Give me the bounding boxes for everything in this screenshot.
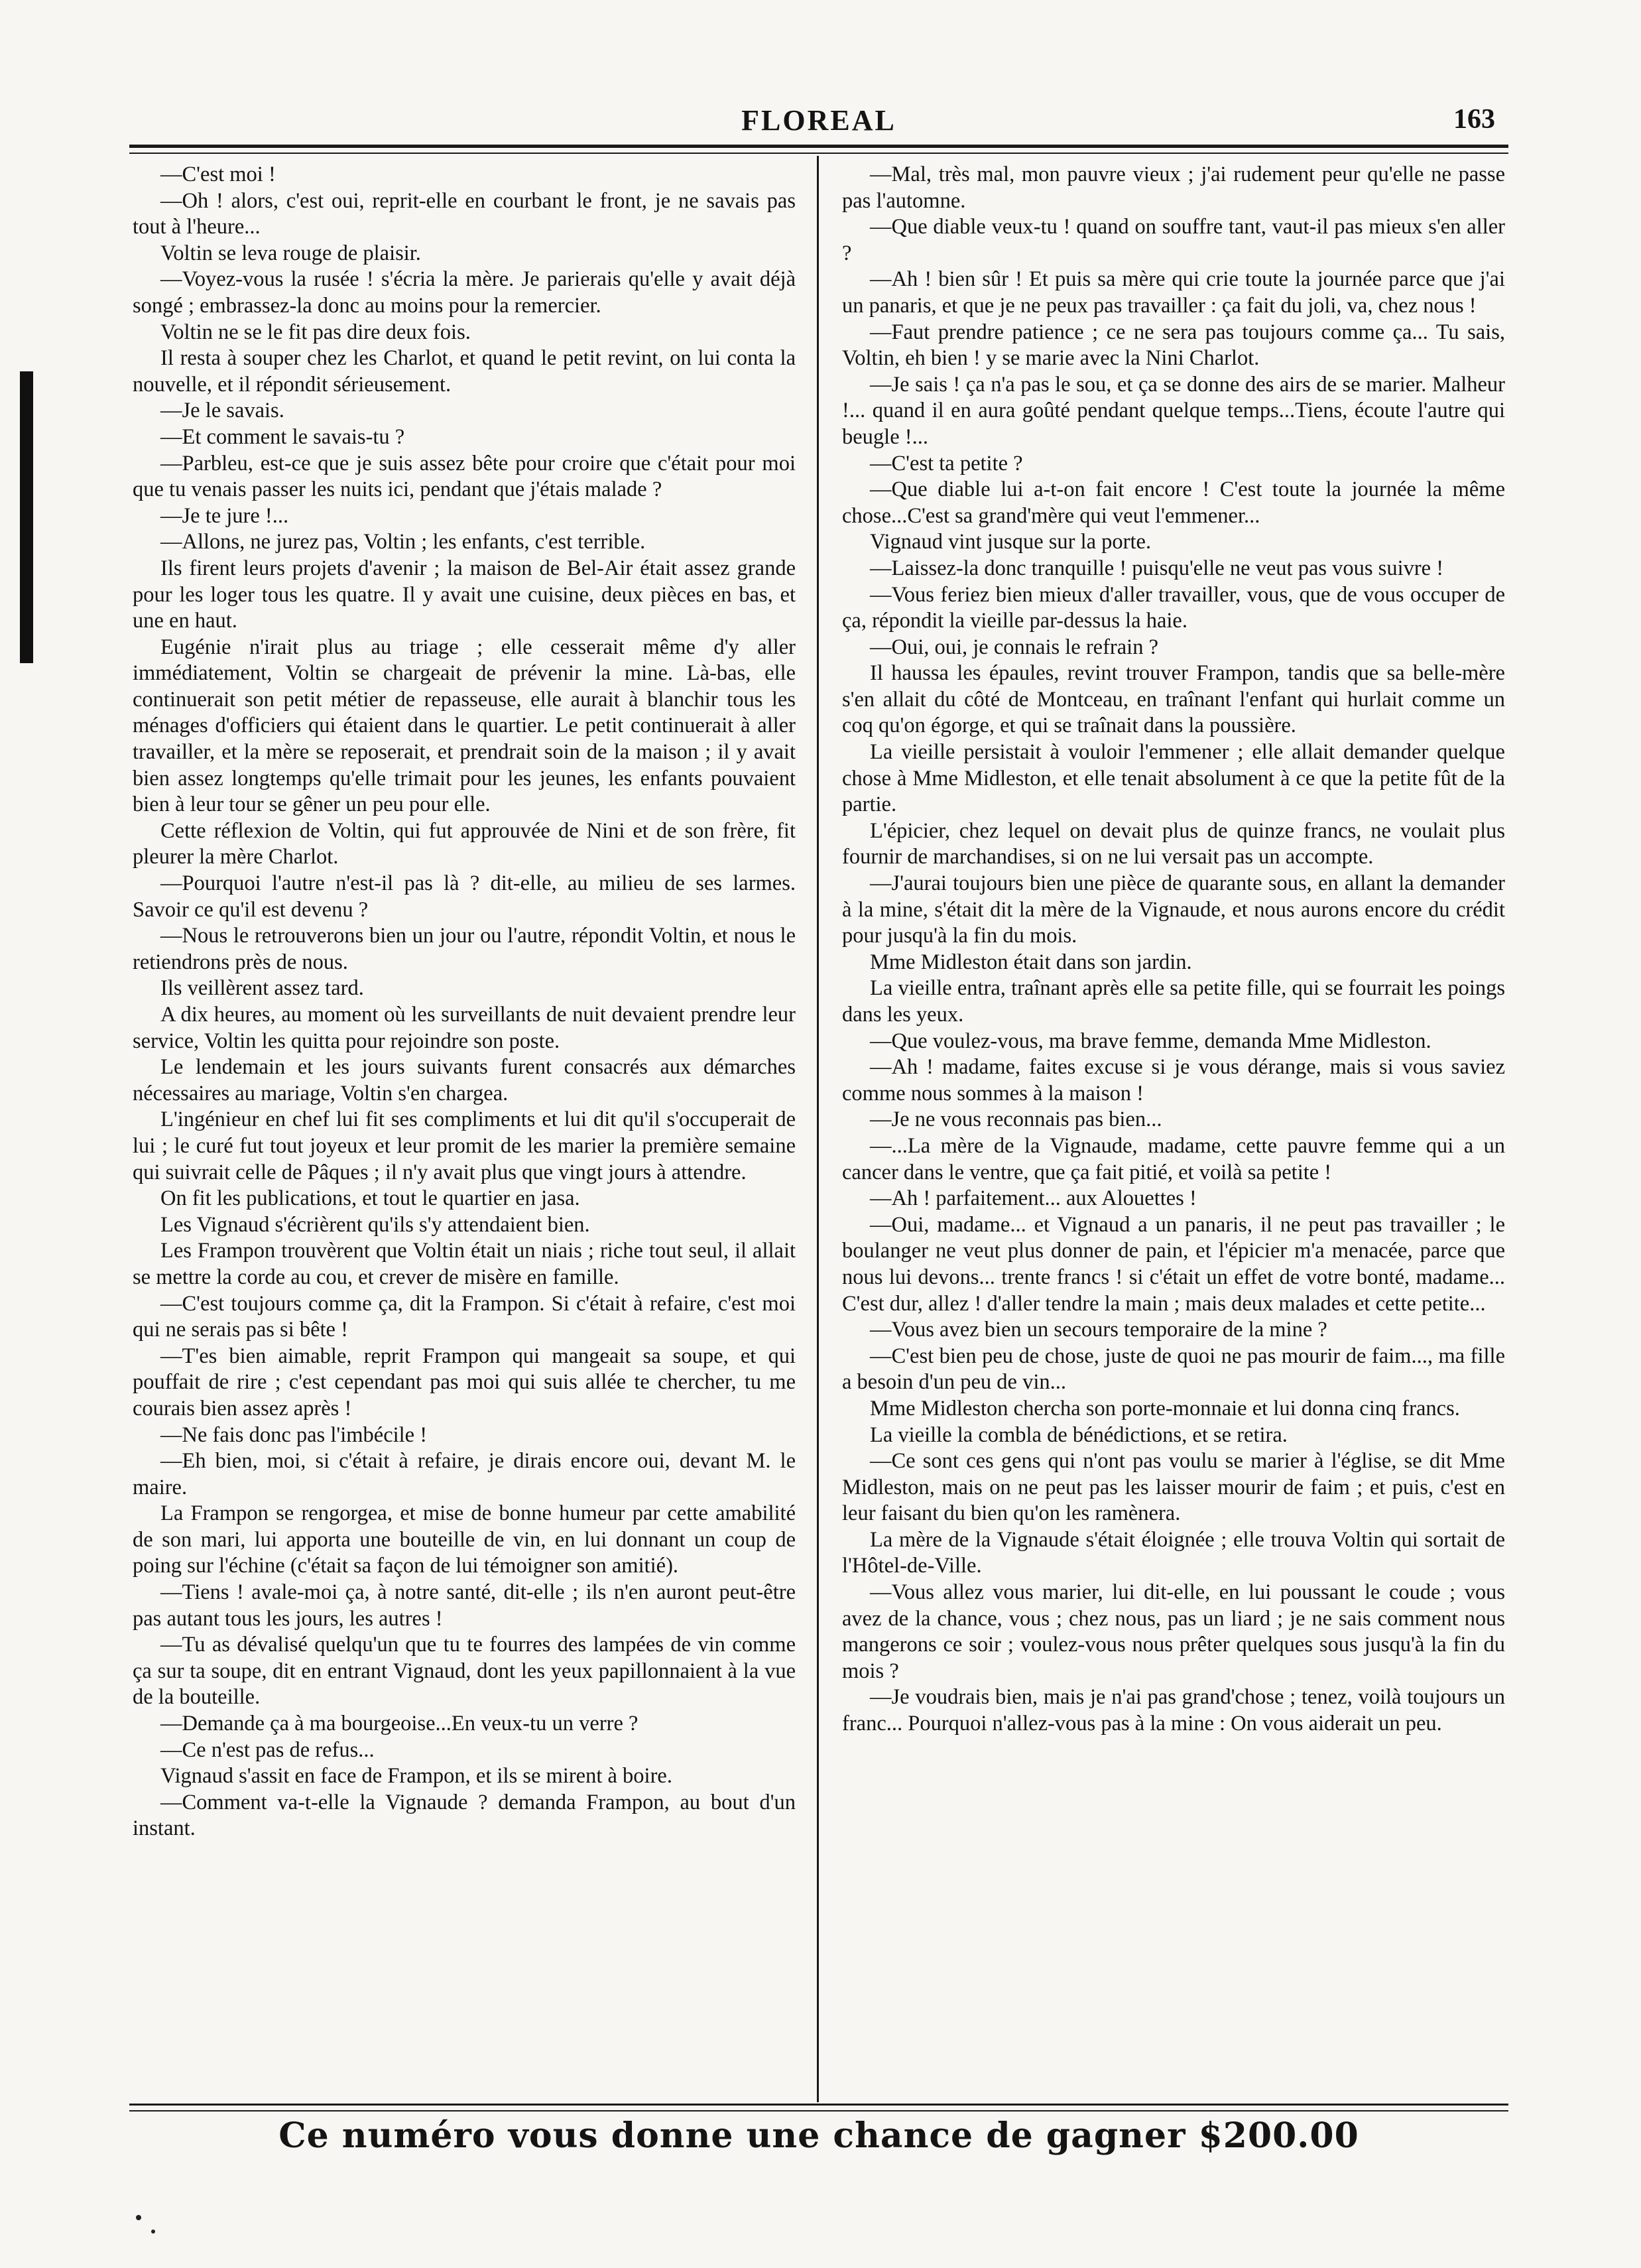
paragraph: —Faut prendre patience ; ce ne sera pas toujours comme ça... Tu sais, Voltin, eh bien ! y se marie avec la Nini Charlot. [842,320,1505,371]
paragraph: —Ah ! bien sûr ! Et puis sa mère qui crie toute la journée parce que j'ai un panaris, et que je ne peux pas travailler : ça fait du joli, va, chez nous ! [842,267,1505,318]
paragraph: —Vous avez bien un secours temporaire de la mine ? [870,1318,1327,1342]
paragraph: —Mal, très mal, mon pauvre vieux ; j'ai rudement peur qu'elle ne passe pas l'automne. [842,162,1505,213]
paragraph: Vignaud vint jusque sur la porte. [870,530,1152,554]
paragraph: —Oui, madame... et Vignaud a un panaris, il ne peut pas travailler ; le boulanger ne veut plus donner de pain, et l'épicier m'a menacée, parce que nous lui devons... trente francs ! si c'était un effet de votre bonté, madame... C'est dur, allez ! d'aller tendre la main ; mais deux malades et cette petite... [842,1212,1505,1316]
ink-speck [136,2215,141,2220]
paragraph: A dix heures, au moment où les surveillants de nuit devaient prendre leur service, Voltin les quitta pour rejoindre son poste. [133,1003,796,1053]
paragraph: Mme Midleston était dans son jardin. [870,950,1192,974]
paragraph: La Frampon se rengorgea, et mise de bonne humeur par cette amabilité de son mari, lui apporta une bouteille de vin, en lui donnant un coup de poing sur l'échine (c'était sa façon de lui témoigner son amitié). [133,1501,796,1578]
paragraph: Ils firent leurs projets d'avenir ; la maison de Bel-Air était assez grande pour les loger tous les quatre. Il y avait une cuisine, deux pièces en bas, et une en haut. [133,556,796,633]
journal-title: FLOREAL [741,104,896,137]
paragraph: —Je le savais. [160,399,284,423]
paragraph: —Comment va-t-elle la Vignaude ? demanda Frampon, au bout d'un instant. [133,1790,796,1841]
margin-ink-mark [20,371,33,663]
paragraph: Les Frampon trouvèrent que Voltin était un niais ; riche tout seul, il allait se mettre la corde au cou, et crever de misère en famille. [133,1239,796,1289]
right-column [842,162,1505,2098]
paragraph: —Allons, ne jurez pas, Voltin ; les enfants, c'est terrible. [160,530,646,554]
footer-rule-thick [129,2104,1508,2106]
paragraph: —Je te jure !... [160,503,289,528]
ink-speck [151,2230,155,2234]
paragraph: —Que voulez-vous, ma brave femme, demanda Mme Midleston. [870,1029,1431,1053]
paragraph: —C'est bien peu de chose, juste de quoi ne pas mourir de faim..., ma fille a besoin d'un peu de vin... [842,1344,1505,1395]
paragraph: L'épicier, chez lequel on devait plus de quinze francs, ne voulait plus fournir de marchandises, si on ne lui versait pas un accompte. [842,818,1505,869]
paragraph: Les Vignaud s'écrièrent qu'ils s'y attendaient bien. [160,1212,590,1237]
paragraph: —Ah ! parfaitement... aux Alouettes ! [870,1186,1197,1211]
paragraph: Vignaud s'assit en face de Frampon, et ils se mirent à boire. [160,1764,672,1789]
paragraph: —Que diable veux-tu ! quand on souffre tant, vaut-il pas mieux s'en aller ? [842,215,1505,265]
paragraph: La mère de la Vignaude s'était éloignée ; elle trouva Voltin qui sortait de l'Hôtel-de-Ville. [842,1527,1505,1578]
paragraph: Eugénie n'irait plus au triage ; elle cesserait même d'y aller immédiatement, Voltin se chargeait de prévenir la mine. Là-bas, elle continuerait son petit métier de repasseuse, elle aurait à blanchir tous les ménages d'officiers qui étaient dans le quartier. Le petit continuerait à aller travailler, et la mère se reposerait, et prendrait soin de la maison ; il y avait bien assez longtemps qu'elle trimait pour les jeunes, les enfants pouvaient bien à leur tour se gêner un peu pour elle. [133,635,796,817]
paragraph: —Nous le retrouverons bien un jour ou l'autre, répondit Voltin, et nous le retiendrons près de nous. [133,924,796,974]
paragraph: —Ce sont ces gens qui n'ont pas voulu se marier à l'église, se dit Mme Midleston, mais on ne peut pas les laisser mourir de faim ; et puis, c'est en leur faisant du bien qu'on les ramènera. [842,1449,1505,1526]
paragraph: —Ce n'est pas de refus... [160,1737,375,1762]
paragraph: —C'est ta petite ? [870,451,1023,475]
paragraph: —Je voudrais bien, mais je n'ai pas grand'chose ; tenez, voilà toujours un franc... Pourquoi n'allez-vous pas à la mine : On vous aiderait un peu. [842,1685,1505,1736]
paragraph: La vieille persistait à vouloir l'emmener ; elle allait demander quelque chose à Mme Midleston, et elle tenait absolument à ce que la petite fût de la partie. [842,740,1505,817]
paragraph: —...La mère de la Vignaude, madame, cette pauvre femme qui a un cancer dans le ventre, que ça fait pitié, et voilà sa petite ! [842,1133,1505,1184]
paragraph: —Tiens ! avale-moi ça, à notre santé, dit-elle ; ils n'en auront peut-être pas autant tous les jours, les autres ! [133,1580,796,1631]
paragraph: —C'est toujours comme ça, dit la Frampon. Si c'était à refaire, c'est moi qui ne serais pas si bête ! [133,1291,796,1342]
paragraph: —Que diable lui a-t-on fait encore ! C'est toute la journée la même chose...C'est sa grand'mère qui veut l'emmener... [842,477,1505,528]
paragraph: —Oh ! alors, c'est oui, reprit-elle en courbant le front, je ne savais pas tout à l'heure... [133,188,796,239]
page-header [129,99,1508,146]
paragraph: —Demande ça à ma bourgeoise...En veux-tu un verre ? [160,1712,638,1736]
paragraph: Le lendemain et les jours suivants furent consacrés aux démarches nécessaires au mariage, Voltin s'en chargea. [133,1055,796,1105]
page-number: 163 [1453,104,1495,135]
paragraph: Il haussa les épaules, revint trouver Frampon, tandis que sa belle-mère s'en allait du côté de Montceau, en traînant l'enfant qui hurlait comme un coq qu'on égorge, et qui se traînait dans la poussière. [842,661,1505,738]
paragraph: —Ne fais donc pas l'imbécile ! [160,1422,428,1447]
footer-notice: Ce numéro vous donne une chance de gagner $200.00 [278,2115,1359,2156]
paragraph: Cette réflexion de Voltin, qui fut approuvée de Nini et de son frère, fit pleurer la mère Charlot. [133,818,796,869]
paragraph: —Pourquoi l'autre n'est-il pas là ? dit-elle, au milieu de ses larmes. Savoir ce qu'il est devenu ? [133,871,796,922]
paragraph: —Oui, oui, je connais le refrain ? [870,635,1158,659]
paragraph: —Ah ! madame, faites excuse si je vous dérange, mais si vous saviez comme nous sommes à la maison ! [842,1055,1505,1105]
paragraph: —Eh bien, moi, si c'était à refaire, je dirais encore oui, devant M. le maire. [133,1449,796,1499]
paragraph: La vieille entra, traînant après elle sa petite fille, qui se fourrait les poings dans les yeux. [842,976,1505,1027]
paragraph: —Je ne vous reconnais pas bien... [870,1107,1162,1132]
header-rule-thick [129,145,1508,148]
paragraph: —Je sais ! ça n'a pas le sou, et ça se donne des airs de se marier. Malheur !... quand il en aura goûté pendant quelque temps...Tiens, écoute l'autre qui beugle !... [842,372,1505,449]
paragraph: Ils veillèrent assez tard. [160,976,364,1001]
header-rule-thin [129,153,1508,154]
paragraph: L'ingénieur en chef lui fit ses compliments et lui dit qu'il s'occuperait de lui ; le curé fut tout joyeux et leur promit de les marier la première semaine qui suivrait celle de Pâques ; il n'y avait plus que vingt jours à attendre. [133,1107,796,1184]
paragraph: —Laissez-la donc tranquille ! puisqu'elle ne veut pas vous suivre ! [870,556,1444,580]
paragraph: —Parbleu, est-ce que je suis assez bête pour croire que c'était pour moi que tu venais passer les nuits ici, pendant que j'étais malade ? [133,451,796,502]
paragraph: La vieille la combla de bénédictions, et se retira. [870,1422,1288,1447]
paragraph: On fit les publications, et tout le quartier en jasa. [160,1186,580,1211]
paragraph: —C'est moi ! [160,162,276,186]
paragraph: Voltin ne se le fit pas dire deux fois. [160,320,471,344]
paragraph: —Et comment le savais-tu ? [160,424,405,449]
paragraph: Mme Midleston chercha son porte-monnaie et lui donna cinq francs. [870,1396,1460,1420]
paragraph: —Voyez-vous la rusée ! s'écria la mère. Je parierais qu'elle y avait déjà songé ; embrassez-la donc au moins pour la remercier. [133,267,796,318]
paragraph: —J'aurai toujours bien une pièce de quarante sous, en allant la demander à la mine, s'était dit la mère de la Vignaude, et nous aurons encore du crédit pour jusqu'à la fin du mois. [842,871,1505,948]
paragraph: —Vous allez vous marier, lui dit-elle, en lui poussant le coude ; vous avez de la chance, vous ; chez nous, pas un liard ; je ne sais comment nous mangerons ce soir ; voulez-vous nous prêter quelques sous jusqu'à la fin du mois ? [842,1580,1505,1683]
column-divider [817,156,819,2102]
paragraph: Voltin se leva rouge de plaisir. [160,241,421,265]
left-column [133,162,796,2098]
paragraph: —Vous feriez bien mieux d'aller travailler, vous, que de vous occuper de ça, répondit la vieille par-dessus la haie. [842,582,1505,633]
paragraph: —Tu as dévalisé quelqu'un que tu te fourres des lampées de vin comme ça sur ta soupe, dit en entrant Vignaud, dont les yeux papillonnaient à la vue de la bouteille. [133,1633,796,1710]
footer-rule-thin [129,2110,1508,2111]
paragraph: —T'es bien aimable, reprit Frampon qui mangeait sa soupe, et qui pouffait de rire ; c'est cependant pas moi qui suis allée te chercher, tu me courais bien assez après ! [133,1344,796,1420]
paragraph: Il resta à souper chez les Charlot, et quand le petit revint, on lui conta la nouvelle, et il répondit sérieusement. [133,346,796,397]
